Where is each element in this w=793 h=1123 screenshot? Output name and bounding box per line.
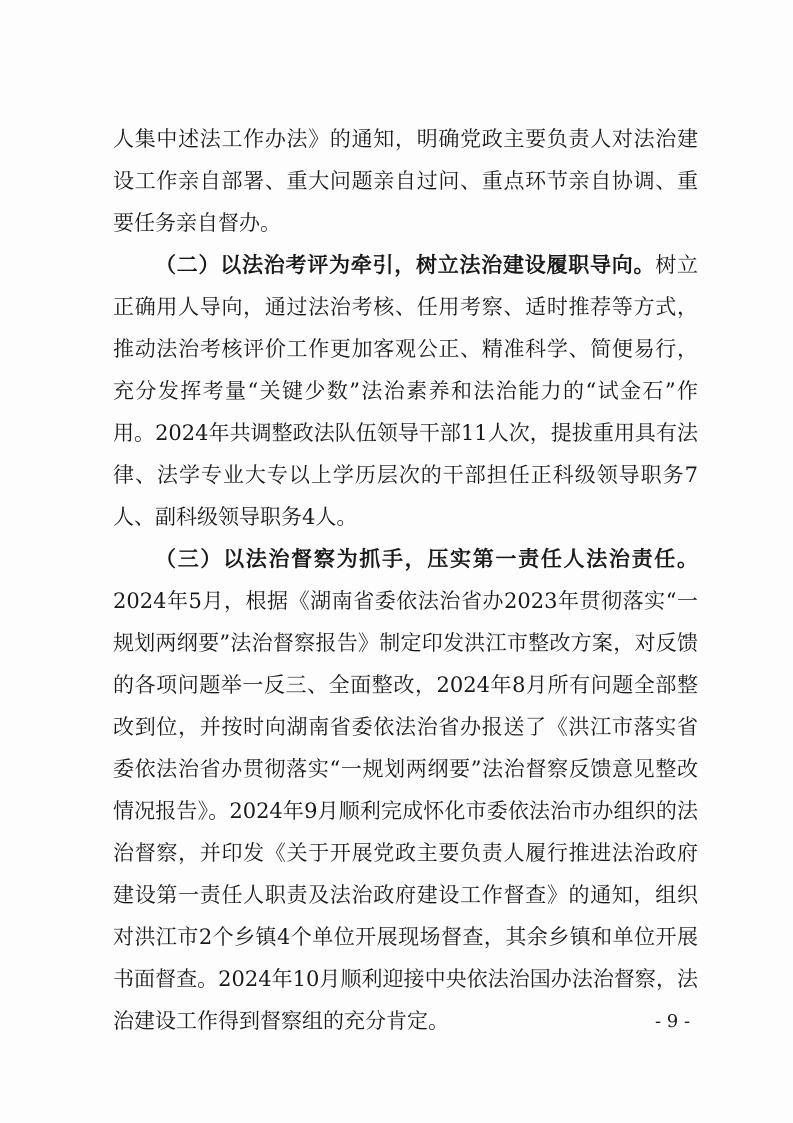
paragraph-2 (113, 244, 698, 538)
paragraph-1 (113, 118, 698, 244)
page-number: - 9 - (655, 1011, 691, 1032)
paragraph-3-heading: （三）以法治督察为抓手，压实第一责任人法治责任。 (155, 546, 698, 571)
paragraph-3-text: 2024年5月，根据《湖南省委依法治省办2023年贯彻落实“一规划两纲要”法治督察报告》制定印发洪江市整改方案，对反馈的各项问题举一反三、全面整改，2024年8月所有问题全部整改到位，并按时向湖南省委依法治省办报送了《洪江市落实省委依法治省办贯彻落实“一规划两纲要”法治督察反馈意见整改情况报告》。2024年9月顺利完成怀化市委依法治市办组织的法治督察，并印发《关于开展党政主要负责人履行推进法治政府建设第一责任人职责及法治政府建设工作督查》的通知，组织对洪江市2个乡镇4个单位开展现场督查，其余乡镇和单位开展书面督查。2024年10月顺利迎接中央依法治国办法治督察，法治建设工作得到督察组的充分肯定。 (113, 589, 698, 1033)
paragraph-2-heading: （二）以法治考评为牵引，树立法治建设履职导向。 (155, 252, 656, 277)
paragraph-1-text: 人集中述法工作办法》的通知，明确党政主要负责人对法治建设工作亲自部署、重大问题亲自过问、重点环节亲自协调、重要任务亲自督办。 (113, 127, 698, 235)
paragraph-2-text: 树立正确用人导向，通过法治考核、任用考察、适时推荐等方式，推动法治考核评价工作更加客观公正、精准科学、简便易行，充分发挥考量“关键少数”法治素养和法治能力的“试金石”作用。2024年共调整政法队伍领导干部11人次，提拔重用具有法律、法学专业大专以上学历层次的干部担任正科级领导职务7人、副科级领导职务4人。 (113, 253, 698, 529)
body-text (113, 118, 698, 1042)
paragraph-3 (113, 538, 698, 1042)
